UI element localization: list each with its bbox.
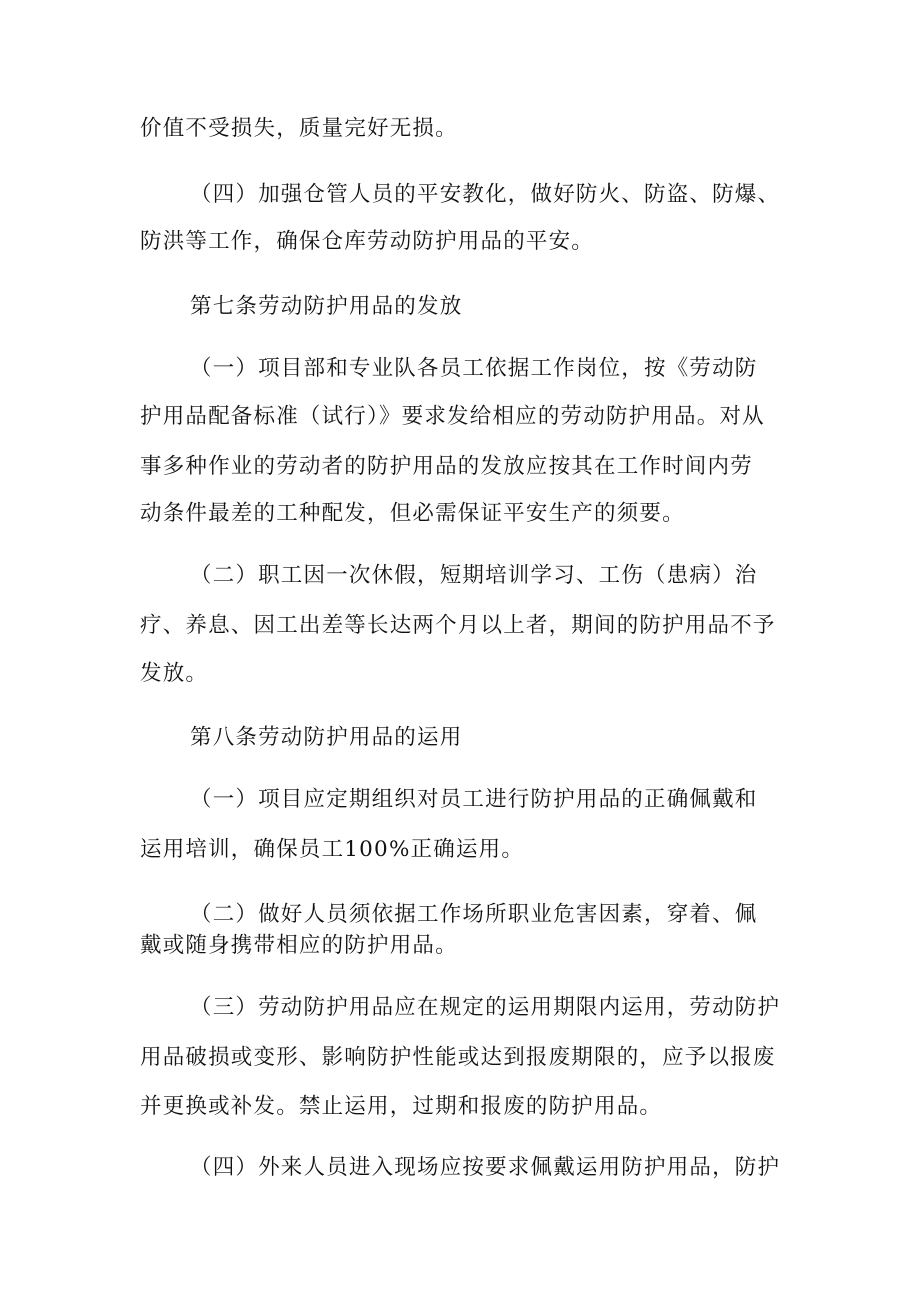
text-line-3: 防洪等工作，确保仓库劳动防护用品的平安。 — [140, 229, 595, 254]
text-line-5: （一）项目部和专业队各员工依据工作岗位，按《劳动防 — [190, 356, 758, 381]
text-line-7: 事多种作业的劳动者的防护用品的发放应按其在工作时间内劳 — [140, 454, 753, 479]
text-line-6: 护用品配备标准（试行）》要求发给相应的劳动防护用品。对从 — [140, 404, 765, 429]
text-line-17: （三）劳动防护用品应在规定的运用期限内运用，劳动防护 — [190, 995, 781, 1020]
text-line-1: 价值不受损失，质量完好无损。 — [140, 116, 458, 141]
text-line-11: 发放。 — [140, 661, 209, 686]
text-line-2: （四）加强仓管人员的平安教化，做好防火、防盗、防爆、 — [190, 182, 781, 207]
text-line-18: 用品破损或变形、影响防护性能或达到报废期限的，应予以报废 — [140, 1045, 776, 1070]
text-line-15: （二）做好人员须依据工作场所职业危害因素，穿着、佩 — [190, 902, 758, 927]
text-line-14: 运用培训，确保员工100%正确运用。 — [140, 837, 525, 862]
text-line-20: （四）外来人员进入现场应按要求佩戴运用防护用品，防护 — [190, 1155, 781, 1180]
section-heading-article-7: 第七条劳动防护用品的发放 — [190, 294, 463, 319]
text-line-19: 并更换或补发。禁止运用，过期和报废的防护用品。 — [140, 1094, 663, 1119]
text-line-9: （二）职工因一次休假，短期培训学习、工伤（患病）治 — [190, 563, 758, 588]
text-line-10: 疗、养息、因工出差等长达两个月以上者，期间的防护用品不予 — [140, 613, 776, 638]
text-line-8: 动条件最差的工种配发，但必需保证平安生产的须要。 — [140, 501, 685, 526]
section-heading-article-8: 第八条劳动防护用品的运用 — [190, 725, 463, 750]
text-line-13: （一）项目应定期组织对员工进行防护用品的正确佩戴和 — [190, 787, 758, 812]
text-line-16: 戴或随身携带相应的防护用品。 — [140, 933, 458, 958]
